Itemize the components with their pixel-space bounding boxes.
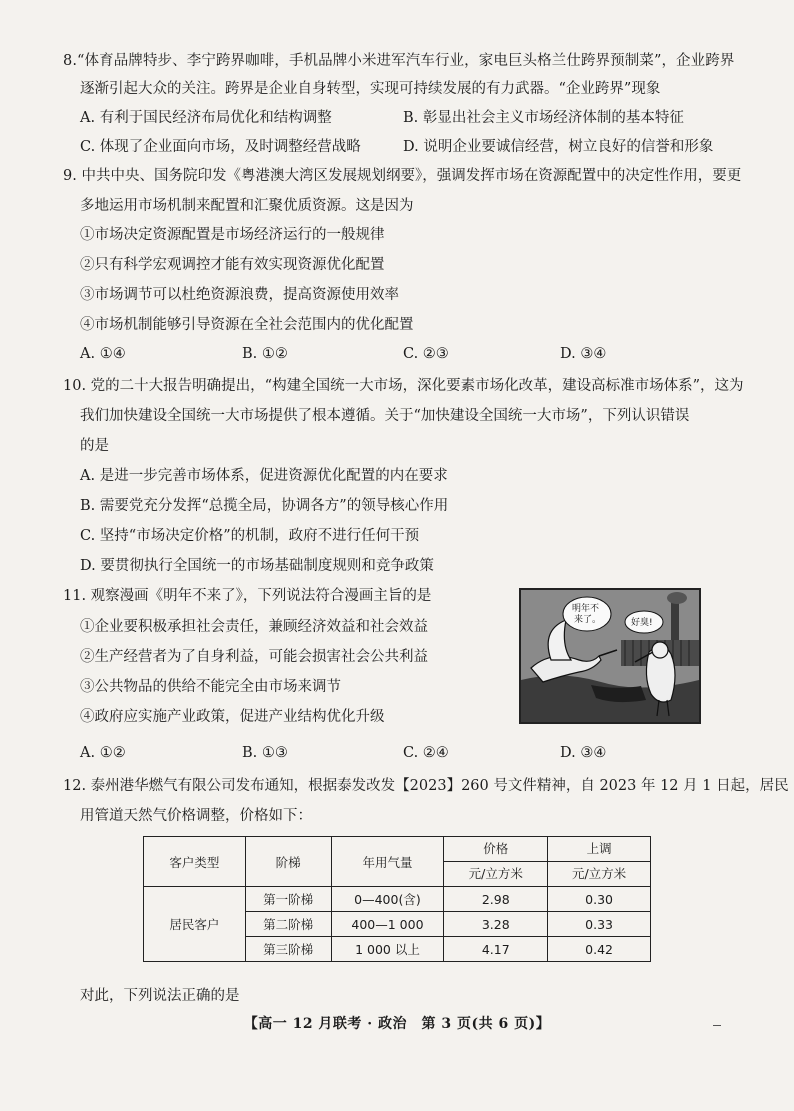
q8-stem-line2: 逐渐引起大众的关注。跨界是企业自身转型，实现可持续发展的有力武器。“企业跨界”现象 bbox=[80, 81, 661, 97]
q9-stem-line1: 9. 中共中央、国务院印发《粤港澳大湾区发展规划纲要》，强调发挥市场在资源配置中的决定性作用，要更 bbox=[63, 168, 742, 184]
cartoon-drawing bbox=[521, 590, 699, 722]
q11-option-b: B. ①③ bbox=[242, 745, 288, 761]
smoke bbox=[667, 592, 687, 604]
q12-stem-line1: 12. 泰州港华燃气有限公司发布通知，根据泰发改发【2023】260 号文件精神，自 2023 年 12 月 1 日起，居民 bbox=[63, 778, 789, 794]
q10-option-c: C. 坚持“市场决定价格”的机制，政府不进行任何干预 bbox=[80, 528, 420, 544]
q8-option-d: D. 说明企业要诚信经营，树立良好的信誉和形象 bbox=[403, 139, 714, 155]
q11-statement-1: ①企业要积极承担社会责任，兼顾经济效益和社会效益 bbox=[80, 619, 428, 635]
cell-increase: 0.33 bbox=[548, 912, 651, 937]
bubble2-text: 好臭! bbox=[631, 618, 653, 628]
q10-stem-line2: 我们加快建设全国统一大市场提供了根本遵循。关于“加快建设全国统一大市场”，下列认识错误 bbox=[80, 408, 690, 424]
bubble1-line1: 明年不 bbox=[572, 604, 600, 614]
header-increase bbox=[548, 837, 651, 887]
q11-statement-2: ②生产经营者为了自身利益，可能会损害社会公共利益 bbox=[80, 649, 428, 665]
q11-statement-3: ③公共物品的供给不能完全由市场来调节 bbox=[80, 679, 341, 695]
cell-tier: 第二阶梯 bbox=[245, 912, 331, 937]
cell-increase: 0.30 bbox=[548, 887, 651, 912]
q12-stem-line2: 用管道天然气价格调整，价格如下： bbox=[80, 808, 312, 824]
q10-option-b: B. 需要党充分发挥“总揽全局，协调各方”的领导核心作用 bbox=[80, 498, 449, 514]
header-annual-usage: 年用气量 bbox=[331, 837, 444, 887]
table-row bbox=[144, 887, 651, 912]
q9-statement-1: ①市场决定资源配置是市场经济运行的一般规律 bbox=[80, 227, 385, 243]
q10-option-d: D. 要贯彻执行全国统一的市场基础制度规则和竞争政策 bbox=[80, 558, 434, 574]
q11-option-d: D. ③④ bbox=[560, 745, 607, 761]
q10-stem-line3: 的是 bbox=[80, 438, 109, 454]
q9-statement-3: ③市场调节可以杜绝资源浪费，提高资源使用效率 bbox=[80, 287, 399, 303]
q9-statement-2: ②只有科学宏观调控才能有效实现资源优化配置 bbox=[80, 257, 385, 273]
q11-option-c: C. ②④ bbox=[403, 745, 449, 761]
q11-stem: 11. 观察漫画《明年不来了》，下列说法符合漫画主旨的是 bbox=[63, 588, 432, 604]
q9-statement-4: ④市场机制能够引导资源在全社会范围内的优化配置 bbox=[80, 317, 414, 333]
cell-price: 2.98 bbox=[444, 887, 548, 912]
q12-after-table: 对此，下列说法正确的是 bbox=[80, 988, 240, 1004]
q11-statement-4: ④政府应实施产业政策，促进产业结构优化升级 bbox=[80, 709, 385, 725]
gas-price-table bbox=[143, 836, 651, 962]
cell-usage: 0—400(含) bbox=[331, 887, 444, 912]
cell-customer-type: 居民客户 bbox=[144, 887, 246, 962]
q11-option-a: A. ①② bbox=[80, 745, 126, 761]
header-increase-label: 上调 bbox=[548, 837, 650, 862]
header-customer-type: 客户类型 bbox=[144, 837, 246, 887]
chimney bbox=[671, 600, 679, 640]
q9-option-b: B. ①② bbox=[242, 346, 288, 362]
cell-price: 4.17 bbox=[444, 937, 548, 962]
header-increase-unit: 元/立方米 bbox=[571, 866, 627, 881]
q8-option-b: B. 彰显出社会主义市场经济体制的基本特征 bbox=[403, 110, 684, 126]
cartoon-image bbox=[519, 588, 701, 724]
cell-usage: 1 000 以上 bbox=[331, 937, 444, 962]
table-header-row bbox=[144, 837, 651, 887]
q8-option-c: C. 体现了企业面向市场，及时调整经营战略 bbox=[80, 139, 361, 155]
header-price-label: 价格 bbox=[444, 837, 547, 862]
q8-option-a: A. 有利于国民经济布局优化和结构调整 bbox=[80, 110, 332, 126]
cell-increase: 0.42 bbox=[548, 937, 651, 962]
q10-stem-line1: 10. 党的二十大报告明确提出，“构建全国统一大市场，深化要素市场化改革，建设高标准市场体系”，这为 bbox=[63, 378, 744, 394]
q8-stem-line1: 8.“体育品牌特步、李宁跨界咖啡，手机品牌小米进军汽车行业，家电巨头格兰仕跨界预制菜”，企业跨界 bbox=[63, 53, 735, 69]
cell-tier: 第一阶梯 bbox=[245, 887, 331, 912]
header-price-unit: 元/立方米 bbox=[468, 866, 523, 881]
q9-stem-line2: 多地运用市场机制来配置和汇聚优质资源。这是因为 bbox=[80, 198, 414, 214]
q9-option-a: A. ①④ bbox=[80, 346, 126, 362]
bubble1-line2: 来了。 bbox=[574, 615, 602, 625]
header-price bbox=[444, 837, 548, 887]
q9-option-c: C. ②③ bbox=[403, 346, 449, 362]
speech-bubble-1 bbox=[563, 597, 611, 631]
page-footer: 【高一 12 月联考 · 政治 第 3 页(共 6 页)】 bbox=[243, 1016, 551, 1032]
standing-bird-head bbox=[652, 642, 668, 658]
q9-option-d: D. ③④ bbox=[560, 346, 607, 362]
margin-mark bbox=[713, 1025, 721, 1026]
cell-price: 3.28 bbox=[444, 912, 548, 937]
cell-usage: 400—1 000 bbox=[331, 912, 444, 937]
cell-tier: 第三阶梯 bbox=[245, 937, 331, 962]
q10-option-a: A. 是进一步完善市场体系，促进资源优化配置的内在要求 bbox=[80, 468, 448, 484]
header-tier: 阶梯 bbox=[245, 837, 331, 887]
